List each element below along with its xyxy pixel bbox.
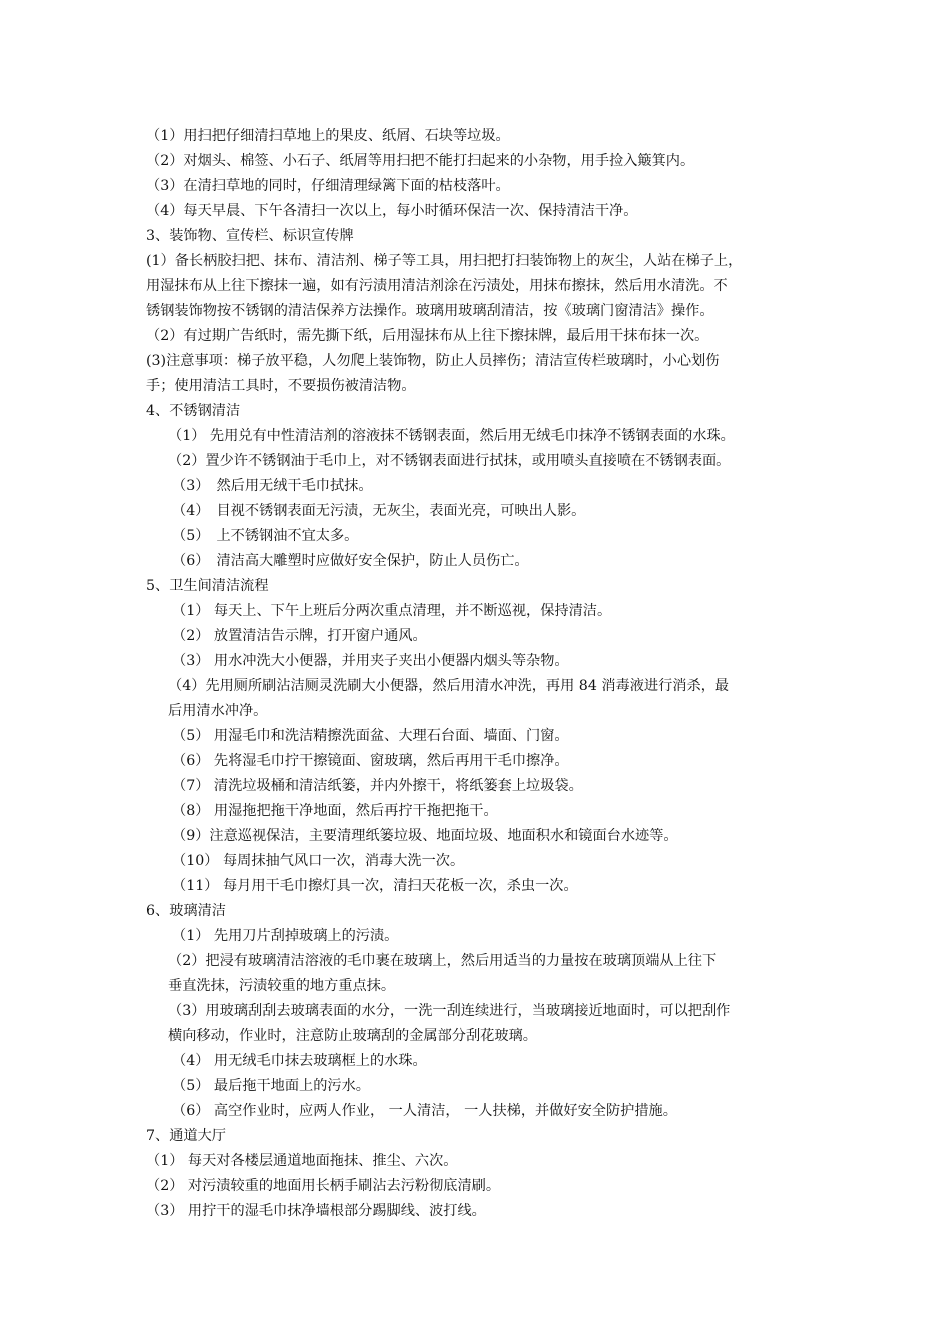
text-line: （4） 目视不锈钢表面无污渍，无灰尘，表面光亮，可映出人影。 [172, 503, 586, 519]
text-line: （3）在清扫草地的同时，仔细清理绿篱下面的枯枝落叶。 [146, 178, 510, 194]
text-line: （5） 上不锈钢油不宜太多。 [172, 528, 359, 544]
section-heading: 7、通道大厅 [146, 1128, 226, 1144]
text-line: （6） 清洁高大雕塑时应做好安全保护，防止人员伤亡。 [172, 553, 529, 569]
section-heading: 6、玻璃清洁 [146, 903, 226, 919]
text-line: 后用清水冲净。 [168, 703, 268, 719]
text-line: （6） 高空作业时，应两人作业， 一人清洁， 一人扶梯，并做好安全防护措施。 [172, 1103, 677, 1119]
text-line: （2） 放置清洁告示牌，打开窗户通风。 [172, 628, 427, 644]
text-line: 横向移动，作业时，注意防止玻璃刮的金属部分刮花玻璃。 [168, 1028, 537, 1044]
text-line: （2） 对污渍较重的地面用长柄手刷沾去污粉彻底清刷。 [146, 1178, 501, 1194]
section-heading: 4、不锈钢清洁 [146, 403, 241, 419]
text-line: （1） 先用兑有中性清洁剂的溶液抹不锈钢表面，然后用无绒毛巾抹净不锈钢表面的水珠。 [168, 428, 735, 444]
text-line: （2）有过期广告纸时，需先撕下纸，后用湿抹布从上往下擦抹牌，最后用干抹布抹一次。 [146, 328, 709, 344]
text-line: （8） 用湿拖把拖干净地面，然后再拧干拖把拖干。 [172, 803, 498, 819]
text-line: 用湿抹布从上往下擦抹一遍，如有污渍用清洁剂涂在污渍处，用抹布擦抹，然后用水清洗。不 [146, 278, 728, 294]
text-line: （5） 最后拖干地面上的污水。 [172, 1078, 370, 1094]
text-line: （4）先用厕所刷沾洁厕灵洗刷大小便器，然后用清水冲洗，再用 84 消毒液进行消杀，最 [168, 678, 730, 694]
text-line: （9）注意巡视保洁，主要清理纸篓垃圾、地面垃圾、地面积水和镜面台水迹等。 [172, 828, 678, 844]
text-line: （4） 用无绒毛巾抹去玻璃框上的水珠。 [172, 1053, 427, 1069]
text-line: （3） 用水冲洗大小便器，并用夹子夹出小便器内烟头等杂物。 [172, 653, 569, 669]
text-line: （2）把浸有玻璃清洁溶液的毛巾裹在玻璃上，然后用适当的力量按在玻璃顶端从上往下 [168, 953, 717, 969]
text-line: （4）每天早晨、下午各清扫一次以上，每小时循环保洁一次、保持清洁干净。 [146, 203, 638, 219]
text-line: （1） 每天对各楼层通道地面拖抹、推尘、六次。 [146, 1153, 458, 1169]
text-line: （3） 然后用无绒干毛巾拭抹。 [172, 478, 373, 494]
text-line: （5） 用湿毛巾和洗洁精擦洗面盆、大理石台面、墙面、门窗。 [172, 728, 569, 744]
text-line: （1）用扫把仔细清扫草地上的果皮、纸屑、石块等垃圾。 [146, 128, 510, 144]
text-line: （10） 每周抹抽气风口一次，消毒大洗一次。 [172, 853, 465, 869]
text-line: （3） 用拧干的湿毛巾抹净墙根部分踢脚线、波打线。 [146, 1203, 486, 1219]
text-line: 垂直洗抹，污渍较重的地方重点抹。 [168, 978, 396, 994]
section-heading: 5、卫生间清洁流程 [146, 578, 269, 594]
section-heading: 3、装饰物、宣传栏、标识宣传牌 [146, 228, 354, 244]
text-line: （7） 清洗垃圾桶和清洁纸篓，并内外擦干，将纸篓套上垃圾袋。 [172, 778, 583, 794]
text-line: 锈钢装饰物按不锈钢的清洁保养方法操作。玻璃用玻璃刮清洁，按《玻璃门窗清洁》操作。 [146, 303, 714, 319]
text-line: (1）备长柄胶扫把、抹布、清洁剂、梯子等工具，用扫把打扫装饰物上的灰尘，人站在梯子上， [146, 253, 743, 269]
text-line: （11） 每月用干毛巾擦灯具一次，清扫天花板一次，杀虫一次。 [172, 878, 578, 894]
text-line: 手；使用清洁工具时，不要损伤被清洁物。 [146, 378, 416, 394]
text-line: （1） 每天上、下午上班后分两次重点清理，并不断巡视，保持清洁。 [172, 603, 612, 619]
text-line: （1） 先用刀片刮掉玻璃上的污渍。 [172, 928, 399, 944]
text-line: （6） 先将湿毛巾拧干擦镜面、窗玻璃，然后再用干毛巾擦净。 [172, 753, 569, 769]
text-line: （3）用玻璃刮刮去玻璃表面的水分，一洗一刮连续进行，当玻璃接近地面时，可以把刮作 [168, 1003, 731, 1019]
text-line: （2）置少许不锈钢油于毛巾上，对不锈钢表面进行拭抹，或用喷头直接喷在不锈钢表面。 [168, 453, 731, 469]
text-line: (3)注意事项：梯子放平稳，人勿爬上装饰物，防止人员摔伤；清洁宣传栏玻璃时，小心划伤 [146, 353, 720, 369]
text-line: （2）对烟头、棉签、小石子、纸屑等用扫把不能打扫起来的小杂物，用手捡入簸箕内。 [146, 153, 695, 169]
